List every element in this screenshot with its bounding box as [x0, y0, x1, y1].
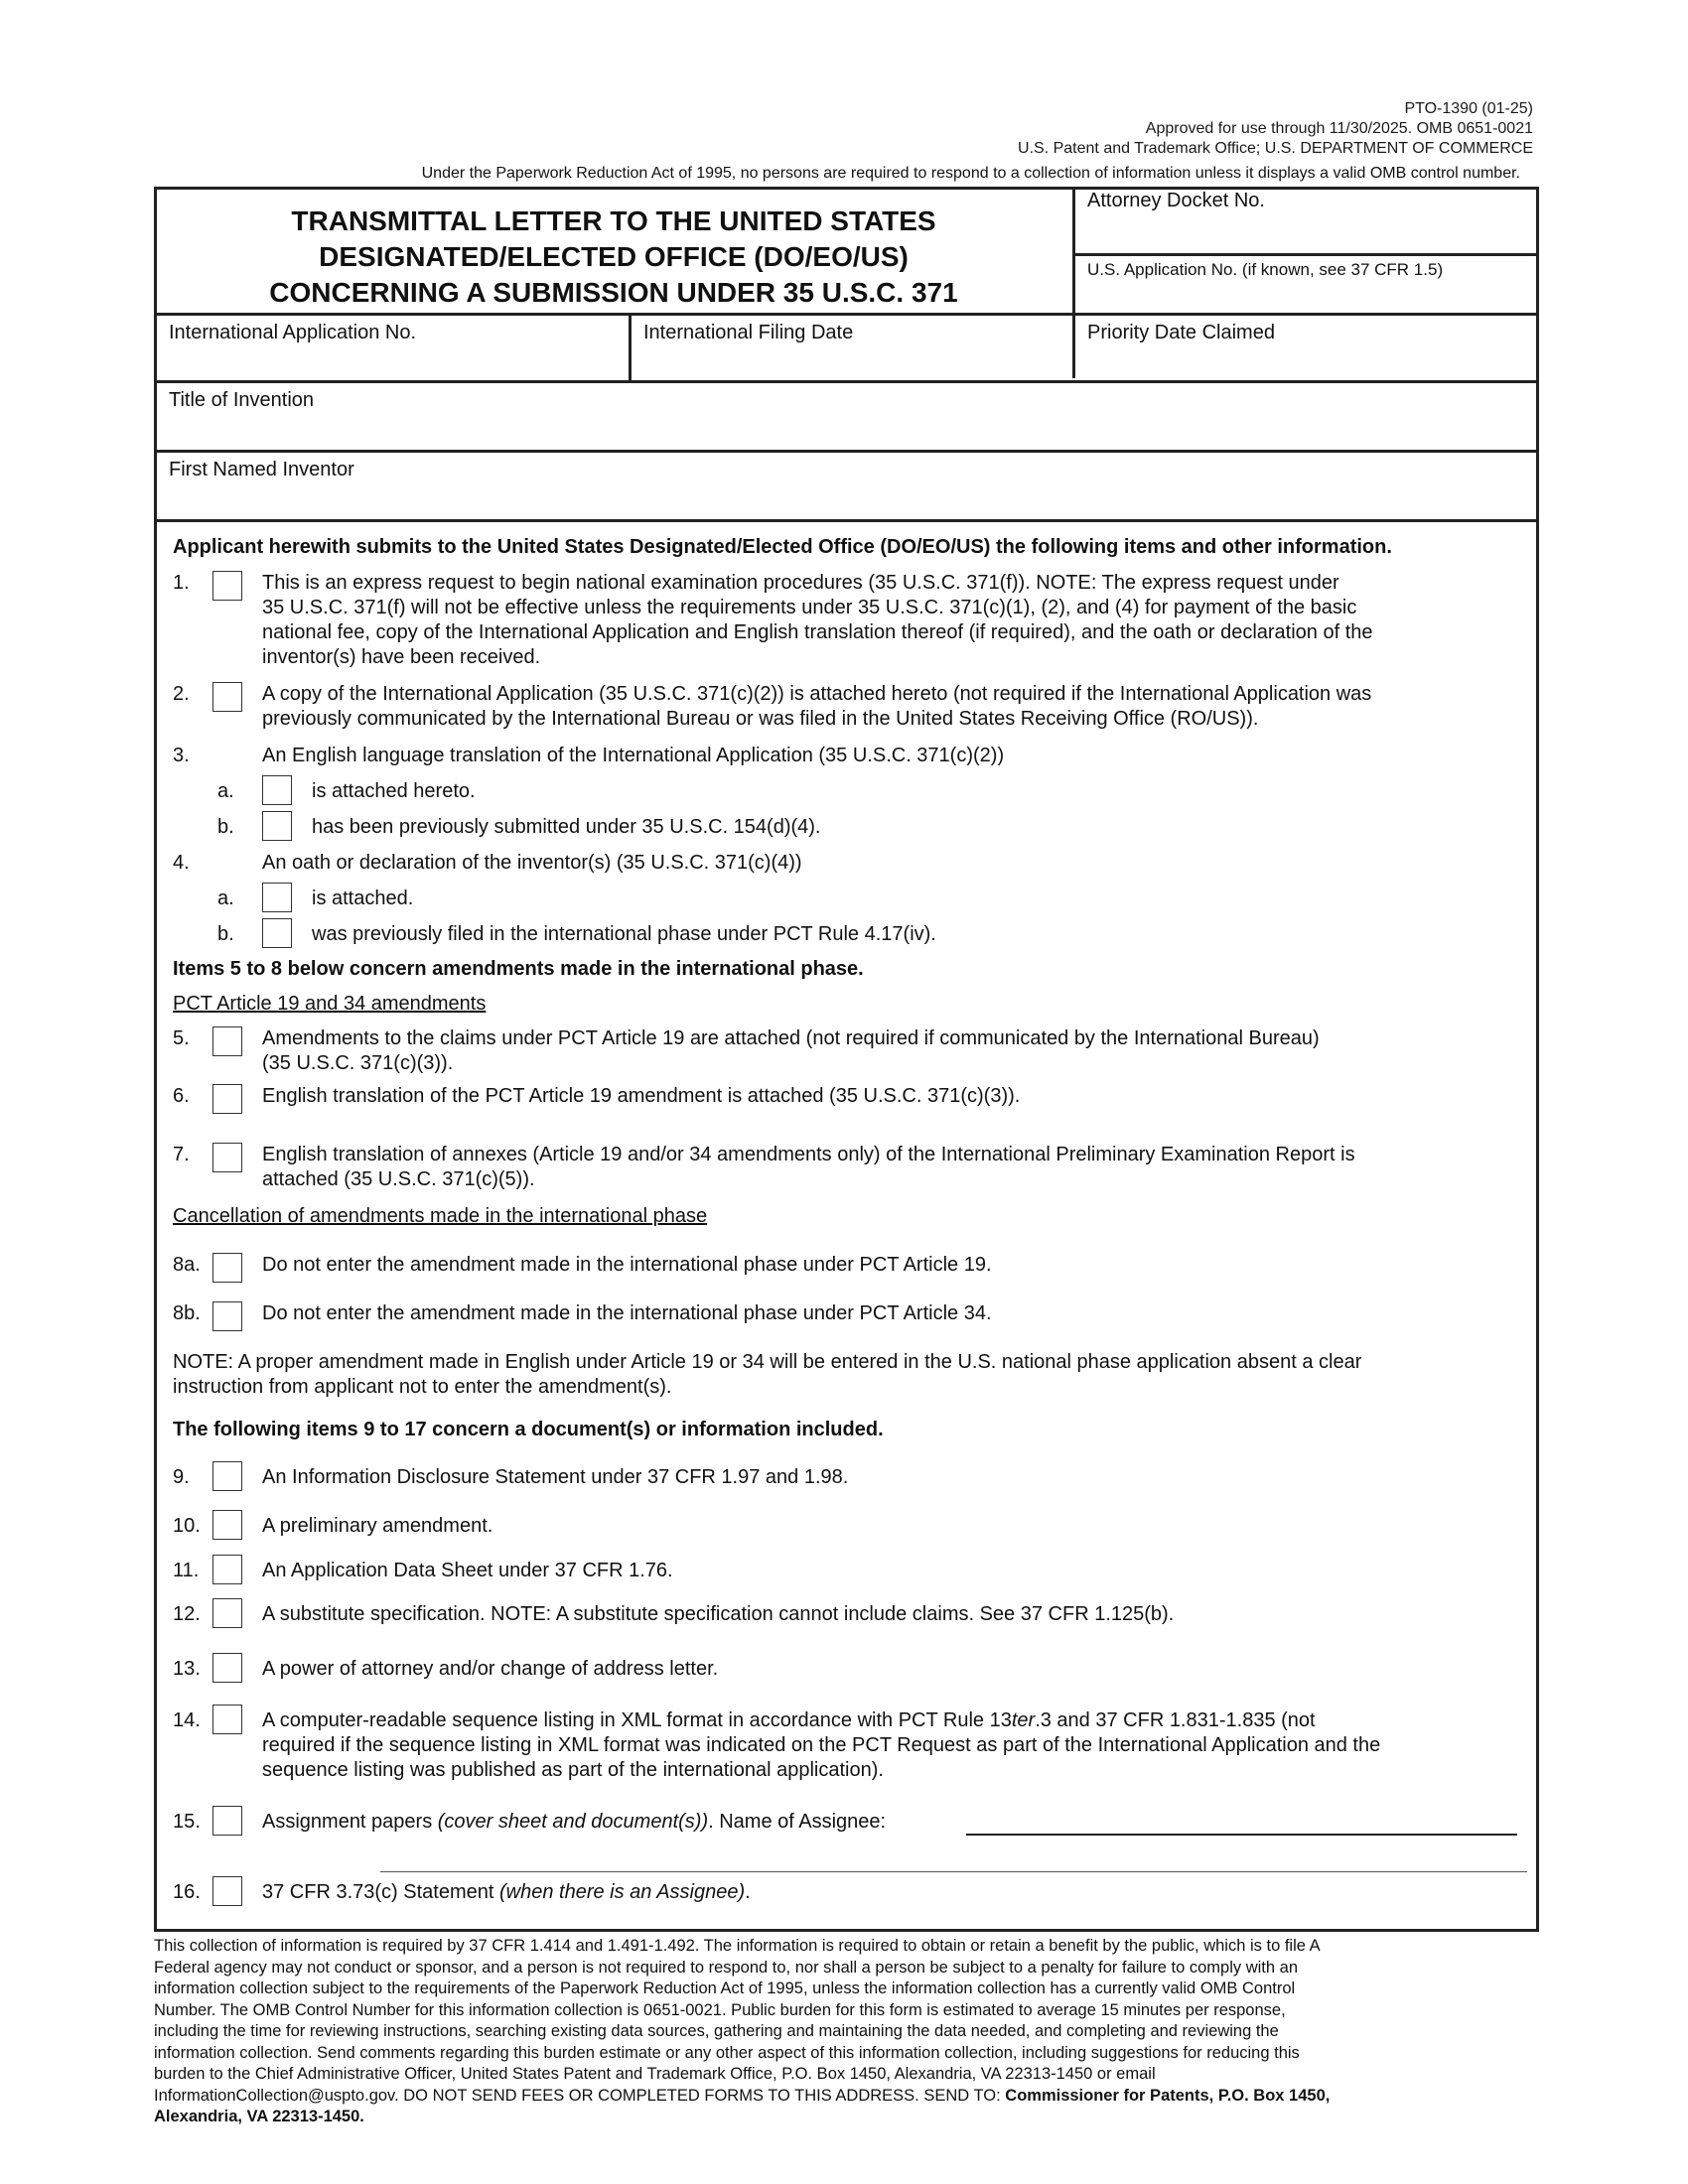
item-12-checkbox[interactable] — [212, 1598, 242, 1628]
transmittal-form: TRANSMITTAL LETTER TO THE UNITED STATES DESIGNATED/ELECTED OFFICE (DO/EO/US) CONCERNING A SUBMISSION UNDER 35 U.S.C. 371 Attorney Docket No. U.S. Application No. (if known, see 37 CFR 1.5) International Application No. International Filing Date Priority Date Claimed Title of Invention First Named Inventor Applicant herewith submits to the United States Designated/Elected Office (DO/EO/US) the following items and other information. 1. This is an express request to begin national examination procedures (35 U.S.C. 371(f)). NOTE: The express request under 35 U.S.C. 371(f) will not be effective unless the requirements under 35 U.S.C. 371(c)(1), (2), and (4) for payment of the basic national fee, copy of the International Application and English translation thereof (if required), and the oath or declaration of the inventor(s) have been received. 2. A copy of the International Application (35 U.S.C. 371(c)(2)) is attached hereto (not required if the International Application was previously communicated by the International Bureau or was filed in the United States Receiving Office (RO/US)). 3. An English language translation of the International Application (35 U.S.C. 371(c)(2)) a. is attached hereto. b. has been previously submitted under 35 U.S.C. 154(d)(4). 4. An oath or declaration of the inventor(s) (35 U.S.C. 371(c)(4)) a. is attached. b. was previously filed in the international phase under PCT Rule 4.17(iv). Items 5 to 8 below concern amendments made in the international phase. PCT Article 19 and 34 amendments 5. Amendments to the claims under PCT Article 19 are attached (not required if communicated by the International Bureau) (35 U.S.C. 371(c)(3)). 6. English translation of the PCT Article 19 amendment is attached (35 U.S.C. 371(c)(3)). 7. English translation of annexes (Article 19 and/or 34 amendments only) of the International Preliminary Examination Report is attached (35 U.S.C. 371(c)(5)). Cancellation of amendments made in the international phase 8a. Do not enter the amendment made in the international phase under PCT Article 19. 8b. Do not enter the amendment made in the international phase under PCT Article 34. NOTE: A proper amendment made in English under Article 19 or 34 will be entered in the U.S. national phase application absent a clear instruction from applicant not to enter the amendment(s). The following items 9 to 17 concern a document(s) or information included. 9. An Information Disclosure Statement under 37 CFR 1.97 and 1.98. 10. A preliminary amendment. 11. An Application Data Sheet under 37 CFR 1.76. 12. A substitute specification. NOTE: A substitute specification cannot include claims. See 37 CFR 1.125(b). 13. A power of attorney and/or change of address letter. 14. A computer-readable sequence listing in XML format in accordance with PCT Rule 13ter.3 and 37 CFR 1.831-1.835 (not required if the sequence listing in XML format was indicated on the PCT Request as part of the International Application and the sequence listing was published as part of the international application). 15. Assignment papers (cover sheet and document(s)). Name of Assignee: 16. 37 CFR 3.73(c) Statement (when there is an Assignee). — [154, 187, 1539, 1932]
paperwork-notice: Under the Paperwork Reduction Act of 1995, no persons are required to respond to a collection of information unless it displays a valid OMB control number. — [421, 165, 1520, 182]
item-11-checkbox[interactable] — [212, 1555, 242, 1584]
form-number: PTO-1390 (01-25) — [1404, 100, 1533, 117]
item-5: 5. Amendments to the claims under PCT Article 19 are attached (not required if communicated by the International Bureau) (35 U.S.C. 371(c)(3)). — [173, 1027, 1320, 1074]
item-15-checkbox[interactable] — [212, 1806, 242, 1836]
subheading-pct-amendments: PCT Article 19 and 34 amendments — [173, 993, 487, 1015]
priority-date-field[interactable]: Priority Date Claimed — [1087, 322, 1275, 343]
item-7: 7. English translation of annexes (Article 19 and/or 34 amendments only) of the International Preliminary Examination Report is attached (35 U.S.C. 371(c)(5)). — [173, 1144, 1355, 1190]
attorney-docket-field[interactable]: Attorney Docket No. — [1087, 190, 1265, 211]
item-5-checkbox[interactable] — [212, 1026, 242, 1056]
subheading-cancellation: Cancellation of amendments made in the international phase — [173, 1205, 708, 1227]
item-3b-checkbox[interactable] — [262, 811, 292, 841]
item-2: 2. A copy of the International Application (35 U.S.C. 371(c)(2)) is attached hereto (not required if the International Application was previously communicated by the International Bureau or was filed in the United States Receiving Office (RO/US)). — [173, 683, 1372, 730]
item-3a-checkbox[interactable] — [262, 775, 292, 805]
item-7-checkbox[interactable] — [212, 1143, 242, 1172]
item-4b-checkbox[interactable] — [262, 918, 292, 948]
item-4a-checkbox[interactable] — [262, 883, 292, 912]
item-8a-checkbox[interactable] — [212, 1253, 242, 1283]
item-6-checkbox[interactable] — [212, 1084, 242, 1114]
item-1: 1. This is an express request to begin national examination procedures (35 U.S.C. 371(f)). NOTE: The express request under 35 U.S.C. 371(f) will not be effective unless the requirements under 35 U.S.C. 371(c)(1), (2), and (4) for payment of the basic national fee, copy of the International Application and English translation thereof (if required), and the oath or declaration of the inventor(s) have been received. — [173, 572, 1373, 668]
item-8b-checkbox[interactable] — [212, 1301, 242, 1331]
burden-statement: This collection of information is required by 37 CFR 1.414 and 1.491-1.492. The information is required to obtain or retain a benefit by the public, which is to file A Federal agency may not conduct or sponsor, and a person is not required to respond to, nor shall a person be subject to a penalty for failure to comply with an information collection subject to the requirements of the Paperwork Reduction Act of 1995, unless the information collection has a currently valid OMB Control Number. The OMB Control Number for this information collection is 0651-0021. Public burden for this form is estimated to average 15 minutes per response, including the time for reviewing instructions, searching existing data sources, gathering and maintaining the data needed, and completing and reviewing the information collection. Send comments regarding this burden estimate or any other aspect of this information collection, including suggestions for reducing this burden to the Chief Administrative Officer, United States Patent and Trademark Office, P.O. Box 1450, Alexandria, VA 22313-1450 or email InformationCollection@uspto.gov. DO NOT SEND FEES OR COMPLETED FORMS TO THIS ADDRESS. SEND TO: Commissioner for Patents, P.O. Box 1450, Alexandria, VA 22313-1450. — [154, 1937, 1331, 2125]
omb-approval: Approved for use through 11/30/2025. OMB 0651-0021 — [1145, 120, 1533, 137]
amendment-note: NOTE: A proper amendment made in English under Article 19 or 34 will be entered in the U.S. national phase application absent a clear instruction from applicant not to enter the amendment(s). — [173, 1351, 1362, 1398]
intro-text: Applicant herewith submits to the United States Designated/Elected Office (DO/EO/US) the following items and other information. — [173, 536, 1392, 558]
first-named-inventor-field[interactable]: First Named Inventor — [169, 459, 354, 480]
item-14-checkbox[interactable] — [212, 1705, 242, 1734]
assignee-name-field[interactable] — [966, 1834, 1517, 1836]
us-application-no-field[interactable]: U.S. Application No. (if known, see 37 CFR 1.5) — [1087, 260, 1444, 279]
item-1-checkbox[interactable] — [212, 571, 242, 601]
item-13-checkbox[interactable] — [212, 1653, 242, 1683]
international-application-no-field[interactable]: International Application No. — [169, 322, 417, 343]
international-filing-date-field[interactable]: International Filing Date — [643, 322, 854, 343]
item-16-checkbox[interactable] — [212, 1876, 242, 1906]
item-9-checkbox[interactable] — [212, 1461, 242, 1491]
section-heading-9-17: The following items 9 to 17 concern a document(s) or information included. — [173, 1419, 884, 1440]
item-14: 14. A computer-readable sequence listing in XML format in accordance with PCT Rule 13ter.3 and 37 CFR 1.831-1.835 (not required if the sequence listing in XML format was indicated on the PCT Request as part of the International Application and the sequence listing was published as part of the international application). — [173, 1708, 1523, 1783]
item-10-checkbox[interactable] — [212, 1510, 242, 1540]
item-2-checkbox[interactable] — [212, 682, 242, 712]
form-header — [1018, 99, 1533, 159]
section-heading-5-8: Items 5 to 8 below concern amendments made in the international phase. — [173, 958, 864, 980]
agency-name: U.S. Patent and Trademark Office; U.S. DEPARTMENT OF COMMERCE — [1018, 140, 1533, 157]
form-title: TRANSMITTAL LETTER TO THE UNITED STATES DESIGNATED/ELECTED OFFICE (DO/EO/US) CONCERNING A SUBMISSION UNDER 35 U.S.C. 371 — [269, 205, 958, 308]
title-of-invention-field[interactable]: Title of Invention — [169, 389, 315, 411]
